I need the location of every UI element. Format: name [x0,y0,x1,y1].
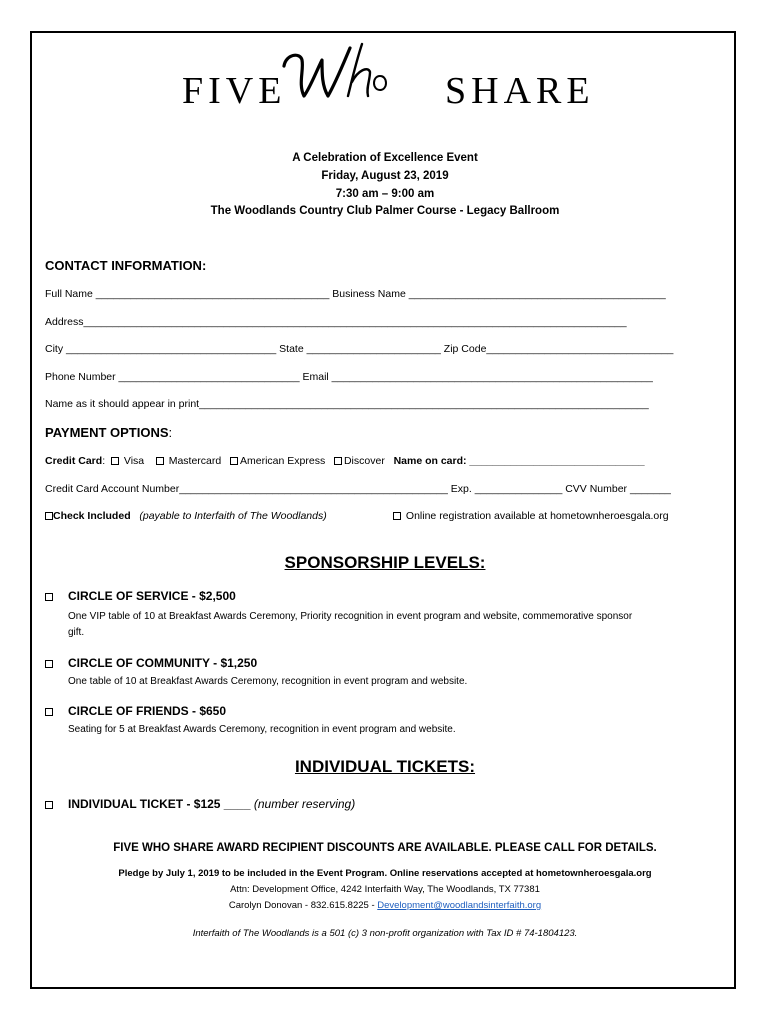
credit-card-row: Credit Card: Visa Mastercard American Express Discover Name on card: ______________________________ [45,455,645,467]
mastercard-checkbox[interactable] [156,457,164,465]
check-note: (payable to Interfaith of The Woodlands) [139,510,327,522]
pledge-notice: Pledge by July 1, 2019 to be included in the Event Program. Online reservations accepted at hometownheroesgala.org [118,868,652,879]
contact-name-phone: Carolyn Donovan - 832.615.8225 - [228,900,378,911]
discover-label: Discover [343,455,385,467]
circle-of-service-desc-cont: gift. [68,627,85,638]
individual-ticket-row [68,797,355,811]
check-included-label: Check Included [53,510,131,522]
circle-of-friends-checkbox[interactable] [45,708,53,716]
city-state-zip-field[interactable]: City ____________________________________ State _______________________ Zip Code________________________________ [45,343,674,355]
discounts-notice: FIVE WHO SHARE AWARD RECIPIENT DISCOUNTS ARE AVAILABLE. PLEASE CALL FOR DETAILS. [113,842,657,854]
svg-text:Who: Who [362,76,364,77]
contact-heading: CONTACT INFORMATION: [45,258,207,273]
individual-ticket-title[interactable]: INDIVIDUAL TICKET - $125 ____ [68,797,251,811]
contact-line [0,900,770,911]
nonprofit-statement: Interfaith of The Woodlands is a 501 (c) 3 non-profit organization with Tax ID # 74-1804123. [192,928,578,939]
visa-checkbox[interactable] [111,457,119,465]
circle-of-service-desc: One VIP table of 10 at Breakfast Awards Ceremony, Priority recognition in event program and website, commemorative sponsor [68,611,633,622]
discover-checkbox[interactable] [334,457,342,465]
payment-heading: PAYMENT OPTIONS: [45,425,173,440]
circle-of-community-desc: One table of 10 at Breakfast Awards Ceremony, recognition in event program and website. [68,676,468,687]
online-registration-row [393,510,669,522]
event-time: 7:30 am – 9:00 am [335,188,435,200]
logo-five: FIVE [182,70,287,112]
mastercard-label: Mastercard [168,455,222,467]
circle-of-friends-desc: Seating for 5 at Breakfast Awards Ceremony, recognition in event program and website. [68,724,456,735]
circle-of-friends-title: CIRCLE OF FRIENDS - $650 [68,704,227,718]
circle-of-community-title: CIRCLE OF COMMUNITY - $1,250 [68,656,258,670]
online-registration-label: Online registration available at hometownheroesgala.org [405,510,669,522]
event-title: A Celebration of Excellence Event [292,152,478,164]
individual-ticket-note: (number reserving) [253,797,356,811]
logo-who-script [272,36,447,116]
event-venue: The Woodlands Country Club Palmer Course - Legacy Ballroom [210,205,560,217]
amex-label: American Express [240,455,326,467]
tickets-heading: INDIVIDUAL TICKETS: [294,757,476,776]
check-row [45,510,327,522]
circle-of-service-checkbox[interactable] [45,593,53,601]
print-name-field[interactable]: Name as it should appear in print_____________________________________________________________________________ [45,398,649,410]
sponsorship-heading: SPONSORSHIP LEVELS: [284,553,486,572]
individual-ticket-checkbox[interactable] [45,801,53,809]
logo-share: SHARE [445,70,595,112]
visa-label: Visa [123,455,145,467]
name-on-card-field[interactable]: Name on card: ______________________________ [393,455,645,467]
phone-email-field[interactable]: Phone Number _______________________________ Email _______________________________________________________ [45,371,653,383]
credit-card-label: Credit Card [45,455,103,467]
circle-of-service-title: CIRCLE OF SERVICE - $2,500 [68,589,236,603]
event-date: Friday, August 23, 2019 [321,170,449,182]
card-account-field[interactable]: Credit Card Account Number______________________________________________ Exp. _______________ CVV Number _______ [45,483,671,495]
address-field[interactable]: Address_____________________________________________________________________________________________ [45,316,627,328]
amex-checkbox[interactable] [230,457,238,465]
attn-address: Attn: Development Office, 4242 Interfaith Way, The Woodlands, TX 77381 [230,884,540,895]
email-link[interactable]: Development@woodlandsinterfaith.org [377,900,542,911]
online-registration-checkbox[interactable] [393,512,401,520]
full-name-business-field[interactable]: Full Name ________________________________________ Business Name ____________________________________________ [45,288,666,300]
circle-of-community-checkbox[interactable] [45,660,53,668]
check-included-checkbox[interactable] [45,512,53,520]
